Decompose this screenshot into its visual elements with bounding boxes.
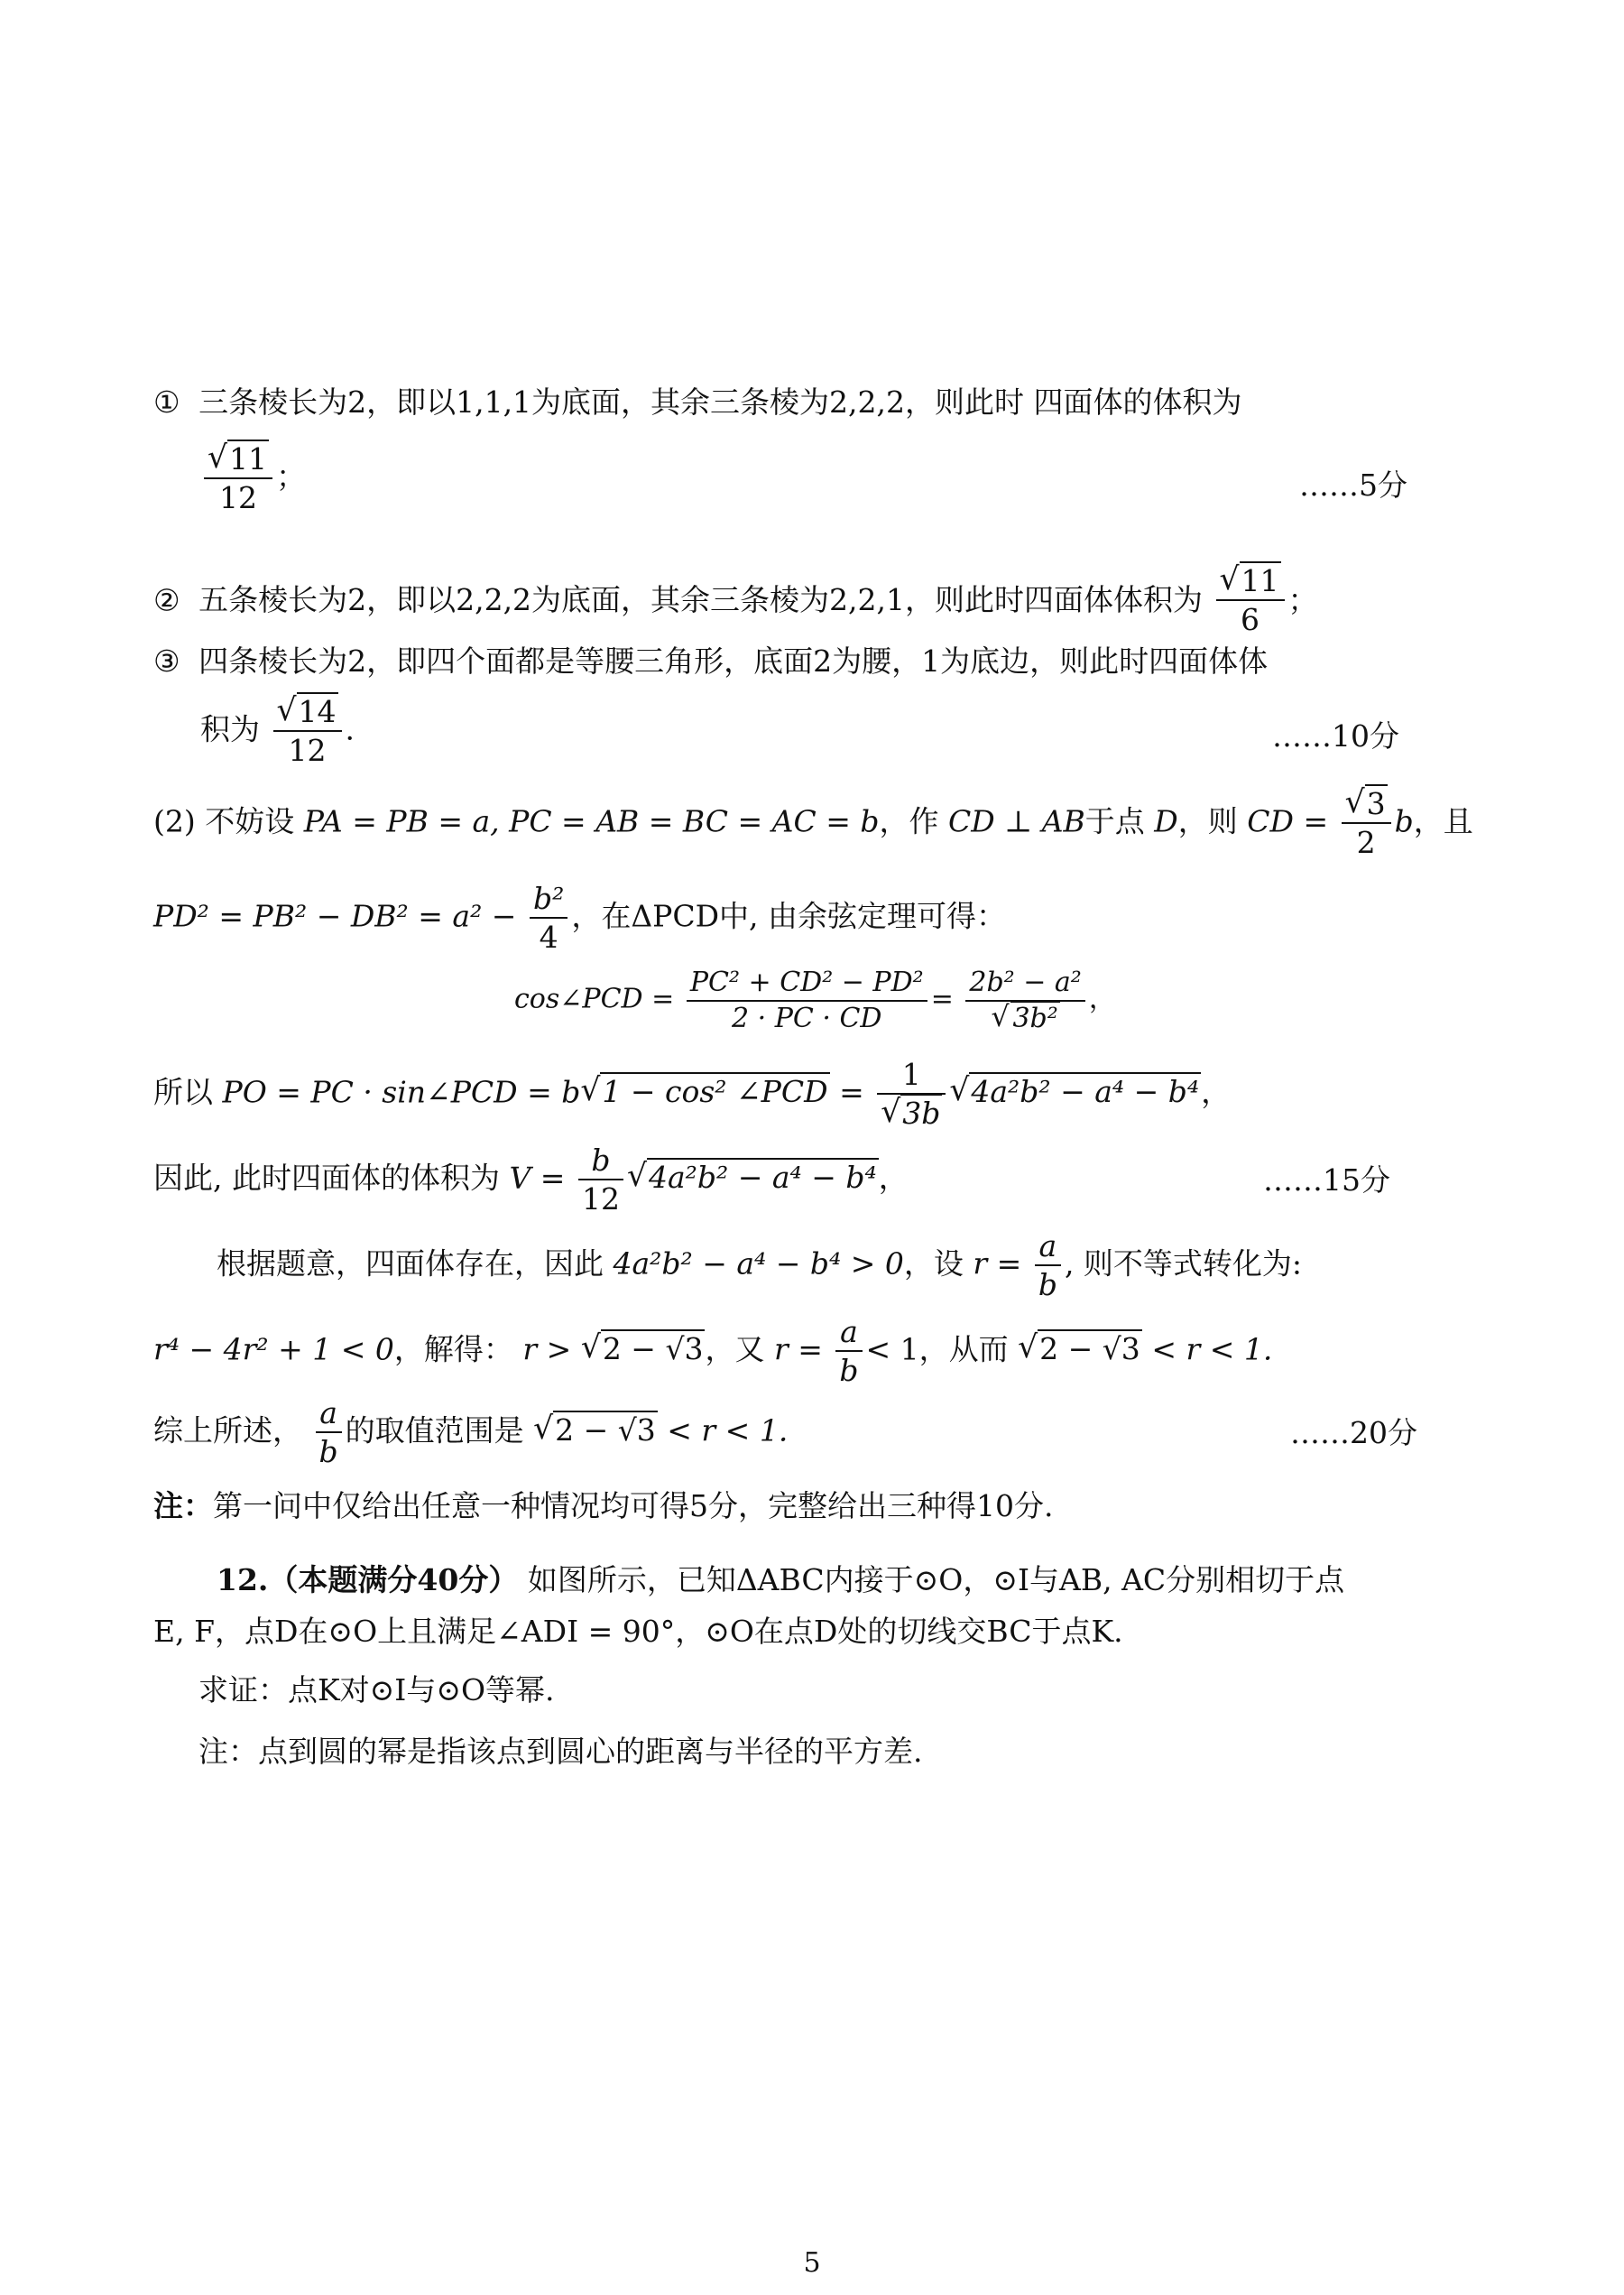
case3-text: 四条棱长为2，即四个面都是等腰三角形，底面2为腰，1为底边，则此时四面体体 (198, 643, 1269, 679)
po-fraction: 1 √ 3b (877, 1056, 946, 1133)
part2-line: (2) 不妨设 PA = PB = a, PC = AB = BC = AC = b，作 CD ⊥ AB于点 D，则 CD = √ $\frac{3}{2}$ b，且 (153, 785, 1473, 862)
volume-fraction: √ $\frac{11}{6}$ (1216, 562, 1285, 639)
power-note-line: 注：点到圆的幂是指该点到圆心的距离与半径的平方差. (198, 1734, 923, 1769)
prove-line: 求证：点K对⊙I与⊙O等幂. (198, 1672, 555, 1707)
ratio-fraction: $\frac{a}{b}$ (835, 1313, 862, 1390)
score-marker: ……10分 (1272, 718, 1399, 754)
ratio-fraction: $\frac{a}{b}$ (316, 1394, 342, 1471)
problem12-line2: E, F，点D在⊙O上且满足∠ADI = 90°，⊙O在点D处的切线交BC于点K. (153, 1614, 1123, 1649)
cos-fraction-2: 2b² − a² √ 3b² (965, 966, 1084, 1035)
solve-line: r⁴ − 4r² + 1 < 0，解得： r > √ 2 − √3，又 r = $\frac{a}{b}$ < 1，从而 √ 2 − √3 < r < 1. (153, 1313, 1272, 1390)
note-line: 注：第一问中仅给出任意一种情况均可得5分，完整给出三种得10分. (153, 1488, 1054, 1523)
case3-line (153, 643, 1268, 680)
circled-marker: ③ (153, 643, 180, 679)
volume-fraction: √ $\frac{11}{12}$ (204, 440, 272, 517)
case2-line: ② 五条棱长为2，即以2,2,2为底面，其余三条棱为2,2,1，则此时四面体体积为 √ $\frac{11}{6}$ ； (153, 562, 1318, 639)
volume-fraction: $\frac{b}{12}$ (578, 1142, 623, 1218)
problem-label: 12.（本题满分40分） (217, 1562, 519, 1597)
po-line: 所以 PO = PC · sin∠PCD = b√ 1 − cos² ∠PCD = 1 √ 3b √ 4a²b² − a⁴ − b⁴， (153, 1056, 1231, 1133)
circled-marker: ① (153, 384, 180, 420)
condition-line: 根据题意，四面体存在，因此 4a²b² − a⁴ − b⁴ > 0，设 r = $\frac{a}{b}$ , 则不等式转化为: (217, 1228, 1303, 1303)
case2-text: 五条棱长为2，即以2,2,2为底面，其余三条棱为2,2,1，则此时四面体体积为 (198, 582, 1204, 618)
score-marker: ……15分 (1263, 1162, 1390, 1198)
case1-volume: √ $\frac{11}{12}$ ； (200, 440, 306, 517)
score-marker: ……5分 (1299, 467, 1407, 503)
summary-line: 综上所述， $\frac{a}{b}$ 的取值范围是 √ 2 − √3 < r < 1. (153, 1394, 788, 1471)
case1-line (153, 384, 1242, 421)
page-number: 5 (803, 2247, 821, 2279)
score-marker: ……20分 (1290, 1415, 1417, 1450)
pd-fraction: $\frac{\text{b²}}{4}$ (530, 880, 567, 957)
case3-volume: 积为 √ $\frac{14}{12}$ . (200, 693, 355, 770)
cos-line: cos∠PCD = $\frac{\text{PC² + CD² − PD²}}{2 \cdot PC \cdot CD}$ = 2b² − a² √ 3b² ， (514, 966, 1116, 1035)
case1-text: 三条棱长为2，即以1,1,1为底面，其余三条棱为2,2,2，则此时 四面体的体积为 (198, 384, 1242, 420)
circled-marker: ② (153, 582, 180, 618)
ratio-fraction: $\frac{a}{b}$ (1035, 1227, 1061, 1304)
cos-fraction-1: $\frac{\text{PC² + CD² − PD²}}{2 \cdot PC \cdot CD}$ (687, 966, 927, 1035)
cd-fraction: √ $\frac{3}{2}$ (1342, 785, 1391, 862)
pd-line: PD² = PB² − DB² = a² − $\frac{\text{b²}}{4}$ ，在ΔPCD中, 由余弦定理可得： (153, 881, 1007, 956)
volume-fraction: √ $\frac{14}{12}$ (273, 693, 342, 770)
problem12-line1: 12.（本题满分40分） 如图所示，已知ΔABC内接于⊙O，⊙I与AB, AC分别相切于点 (217, 1562, 1345, 1597)
volume-line: 因此, 此时四面体的体积为 V = $\frac{b}{12}$ √ 4a²b² − a⁴ − b⁴， (153, 1142, 909, 1218)
